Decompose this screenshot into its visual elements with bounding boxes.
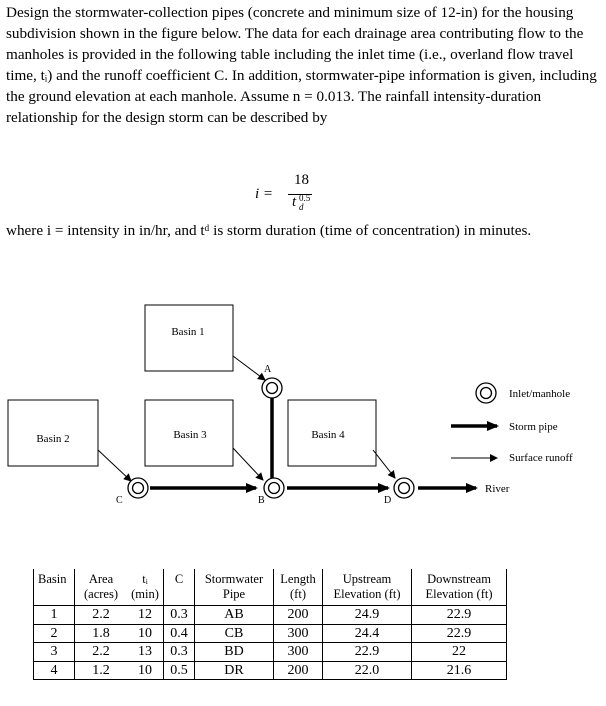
cell-basin: 3 — [34, 643, 75, 662]
cell-ti: 10 — [127, 661, 164, 680]
header-length — [274, 569, 323, 606]
cell-area: 2.2 — [75, 643, 128, 662]
cell-pipe: AB — [195, 606, 274, 625]
cell-ti: 10 — [127, 624, 164, 643]
manhole-c-label: C — [116, 495, 123, 506]
formula-denominator-exp: 0.5 — [299, 193, 311, 203]
cell-basin: 1 — [34, 606, 75, 625]
header-downstream-line1: Downstream — [427, 572, 491, 586]
cell-area: 1.2 — [75, 661, 128, 680]
manhole-d — [394, 478, 414, 498]
header-upstream-line2: Elevation (ft) — [333, 587, 401, 601]
cell-downstream: 22.9 — [412, 624, 507, 643]
cell-downstream: 22.9 — [412, 606, 507, 625]
legend-manhole-icon — [476, 383, 496, 403]
cell-downstream: 21.6 — [412, 661, 507, 680]
cell-upstream: 22.0 — [323, 661, 412, 680]
formula-numerator: 18 — [294, 172, 309, 188]
header-upstream — [323, 569, 412, 606]
cell-ti: 12 — [127, 606, 164, 625]
runoff-basin2 — [98, 450, 131, 481]
header-downstream — [412, 569, 507, 606]
manhole-c — [128, 478, 148, 498]
header-c: C — [164, 569, 195, 606]
header-downstream-line2: Elevation (ft) — [425, 587, 493, 601]
table-row — [34, 643, 507, 662]
legend-manhole-label: Inlet/manhole — [509, 388, 571, 400]
cell-pipe: CB — [195, 624, 274, 643]
header-ti-line2: (min) — [131, 587, 159, 601]
header-area — [75, 569, 128, 606]
header-basin: Basin — [34, 569, 75, 606]
problem-paragraph: Design the stormwater-collection pipes (concrete and minimum size of 12-in) for the housing subdivision shown in the figure below. The data for each drainage area contributing flow to the manholes is provided in the following table including the inlet time (i.e., overland flow travel time, tᵢ) and the runoff coefficient C. In addition, stormwater-pipe information is given, including the ground elevation at each manhole. Assume n = 0.013. The rainfall intensity-duration relationship for the design storm can be described by — [6, 4, 597, 127]
header-length-line1: Length — [280, 572, 316, 586]
formula-denominator-base: t — [292, 194, 297, 210]
header-pipe — [195, 569, 274, 606]
legend-runoff-label: Surface runoff — [509, 452, 573, 464]
manhole-a — [262, 378, 282, 398]
intensity-formula — [255, 172, 335, 222]
table-row — [34, 661, 507, 680]
header-pipe-line1: Stormwater — [204, 572, 264, 586]
cell-upstream: 22.9 — [323, 643, 412, 662]
header-pipe-line2: Pipe — [222, 587, 246, 601]
cell-length: 300 — [274, 624, 323, 643]
basin-1-label: Basin 1 — [171, 326, 205, 338]
cell-c: 0.3 — [164, 643, 195, 662]
cell-c: 0.5 — [164, 661, 195, 680]
header-ti — [127, 569, 164, 606]
cell-area: 1.8 — [75, 624, 128, 643]
table-row — [34, 624, 507, 643]
formula-lhs: i = — [255, 186, 274, 202]
header-length-line2: (ft) — [290, 587, 306, 601]
table-header-row — [34, 569, 507, 606]
cell-length: 300 — [274, 643, 323, 662]
cell-basin: 4 — [34, 661, 75, 680]
cell-basin: 2 — [34, 624, 75, 643]
header-area-line1: Area — [88, 572, 114, 586]
cell-upstream: 24.4 — [323, 624, 412, 643]
formula-denominator-sub: d — [299, 202, 304, 212]
table-row — [34, 606, 507, 625]
cell-area: 2.2 — [75, 606, 128, 625]
river-label: River — [485, 483, 510, 495]
basin-1-box — [145, 305, 233, 371]
problem-statement — [6, 2, 602, 129]
manhole-b — [264, 478, 284, 498]
cell-length: 200 — [274, 606, 323, 625]
where-clause: where i = intensity in in/hr, and tᵈ is storm duration (time of concentration) in minutes. — [6, 222, 532, 239]
cell-c: 0.4 — [164, 624, 195, 643]
cell-downstream: 22 — [412, 643, 507, 662]
manhole-b-label: B — [258, 495, 265, 506]
basin-4-label: Basin 4 — [311, 429, 345, 441]
legend-pipe-label: Storm pipe — [509, 421, 558, 433]
header-ti-line1: tᵢ — [142, 572, 148, 586]
runoff-basin3 — [233, 448, 263, 480]
header-upstream-line1: Upstream — [342, 572, 392, 586]
cell-length: 200 — [274, 661, 323, 680]
header-area-line2: (acres) — [84, 587, 118, 601]
cell-pipe: DR — [195, 661, 274, 680]
manhole-d-label: D — [384, 495, 392, 506]
cell-c: 0.3 — [164, 606, 195, 625]
subdivision-diagram — [0, 300, 606, 530]
cell-pipe: BD — [195, 643, 274, 662]
cell-upstream: 24.9 — [323, 606, 412, 625]
basin-3-label: Basin 3 — [173, 429, 207, 441]
basin-pipe-table — [33, 569, 507, 680]
basin-2-label: Basin 2 — [36, 433, 70, 445]
cell-ti: 13 — [127, 643, 164, 662]
manhole-a-label: A — [264, 364, 272, 375]
runoff-basin1 — [233, 356, 265, 380]
